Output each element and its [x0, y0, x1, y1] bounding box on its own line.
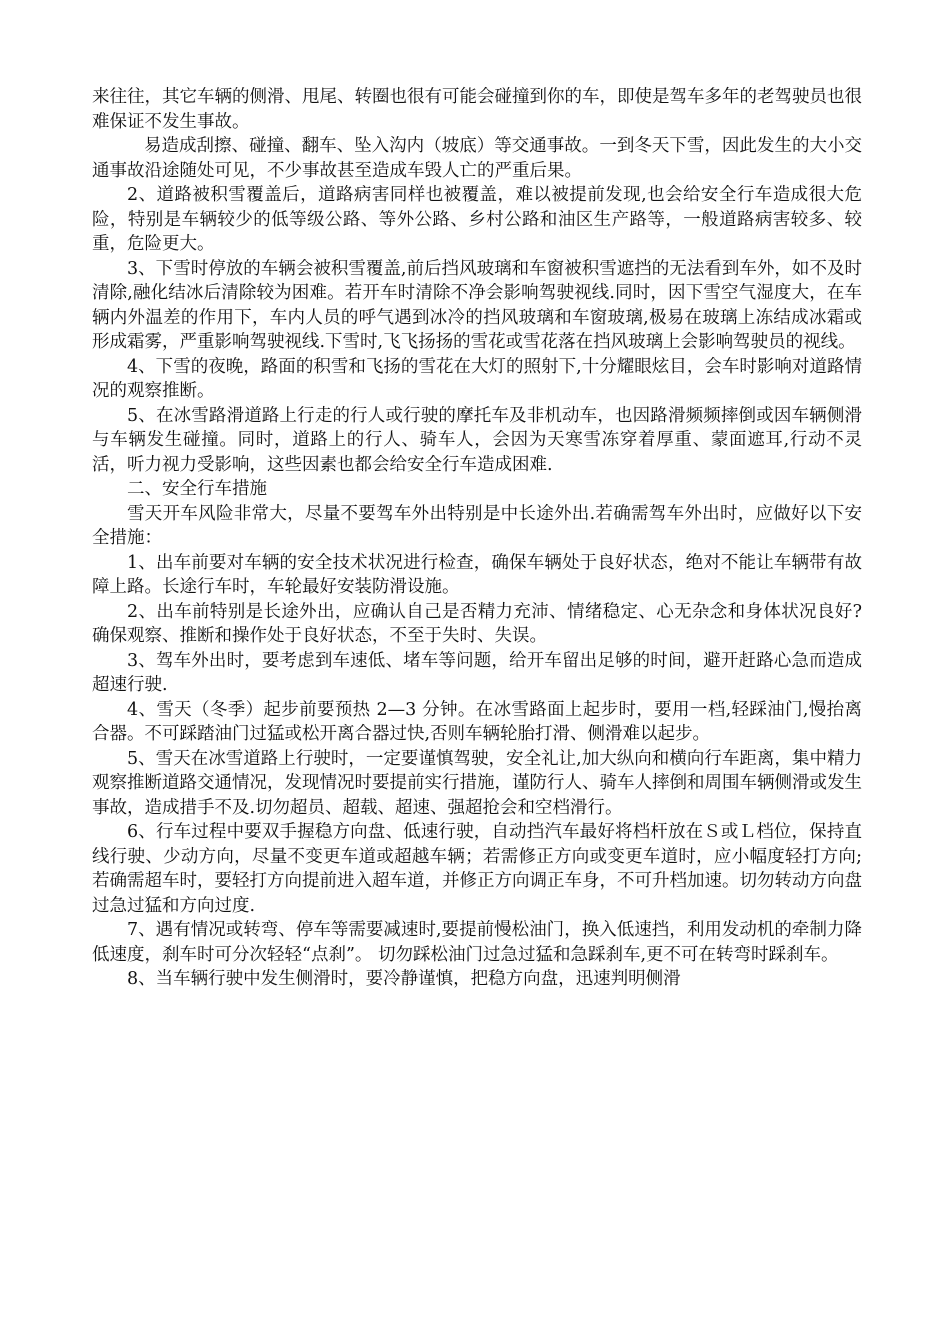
paragraph-item-2: 2、道路被积雪覆盖后，道路病害同样也被覆盖，难以被提前发现,也会给安全行车造成很大危险，特别是车辆较少的低等级公路、等外公路、乡村公路和油区生产路等，一般道路病害较多、较重，危险更大。 [92, 185, 862, 254]
paragraph-measure-2: 2、出车前特别是长途外出，应确认自己是否精力充沛、情绪稳定、心无杂念和身体状况良好?确保观察、推断和操作处于良好状态，不至于失时、失误。 [92, 601, 862, 646]
paragraph-measure-1: 1、出车前要对车辆的安全技术状况进行检查，确保车辆处于良好状态，绝对不能让车辆带有故障上路。长途行车时，车轮最好安装防滑设施。 [92, 552, 862, 597]
paragraph-accident-types: 易造成刮擦、碰撞、翻车、坠入沟内（坡底）等交通事故。一到冬天下雪，因此发生的大小交通事故沿途随处可见，不少事故甚至造成车毁人亡的严重后果。 [92, 136, 862, 181]
paragraph-measure-4: 4、雪天（冬季）起步前要预热 2—3 分钟。在冰雪路面上起步时，要用一档,轻踩油门,慢抬离合器。不可踩踏油门过猛或松开离合器过快,否则车辆轮胎打滑、侧滑难以起步。 [92, 699, 862, 744]
paragraph-measure-6: 6、行车过程中要双手握稳方向盘、低速行驶，自动挡汽车最好将档杆放在Ｓ或Ｌ档位，保持直线行驶、少动方向，尽量不变更车道或超越车辆；若需修正方向或变更车道时，应小幅度轻打方向;若确需超车时，要轻打方向提前进入超车道，并修正方向调正车身，不可升档加速。切勿转动方向盘过急过猛和方向过度. [92, 822, 862, 916]
section-heading-safety-measures: 二、安全行车措施 [127, 479, 267, 499]
paragraph-item-5: 5、在冰雪路滑道路上行走的行人或行驶的摩托车及非机动车，也因路滑频频摔倒或因车辆侧滑与车辆发生碰撞。同时，道路上的行人、骑车人，会因为天寒雪冻穿着厚重、蒙面遮耳,行动不灵活，听力视力受影响，这些因素也都会给安全行车造成困难. [92, 405, 862, 475]
paragraph-measure-8: 8、当车辆行驶中发生侧滑时，要冷静谨慎，把稳方向盘，迅速判明侧滑 [127, 969, 681, 989]
paragraph-item-3: 3、下雪时停放的车辆会被积雪覆盖,前后挡风玻璃和车窗被积雪遮挡的无法看到车外，如不及时清除,融化结冰后清除较为困难。若开车时清除不净会影响驾驶视线.同时，因下雪空气湿度大，在车辆内外温差的作用下，车内人员的呼气遇到冰冷的挡风玻璃和车窗玻璃,极易在玻璃上冻结成冰霜或形成霜雾，严重影响驾驶视线.下雪时,飞飞扬扬的雪花或雪花落在挡风玻璃上会影响驾驶员的视线。 [92, 258, 862, 352]
document-page [92, 85, 862, 992]
paragraph-measures-intro: 雪天开车风险非常大，尽量不要驾车外出特别是中长途外出.若确需驾车外出时，应做好以下安全措施： [92, 503, 862, 548]
paragraph-measure-5: 5、雪天在冰雪道路上行驶时，一定要谨慎驾驶，安全礼让,加大纵向和横向行车距离，集中精力观察推断道路交通情况，发现情况时要提前实行措施，谨防行人、骑车人摔倒和周围车辆侧滑或发生事故，造成措手不及.切勿超员、超载、超速、强超抢会和空档滑行。 [92, 748, 862, 818]
paragraph-item-4: 4、下雪的夜晚，路面的积雪和飞扬的雪花在大灯的照射下,十分耀眼炫目，会车时影响对道路情况的观察推断。 [92, 356, 862, 401]
paragraph-measure-7: 7、遇有情况或转弯、停车等需要减速时,要提前慢松油门，换入低速挡，利用发动机的牵制力降低速度，刹车时可分次轻轻“点刹”。 切勿踩松油门过急过猛和急踩刹车,更不可在转弯时踩刹车。 [92, 920, 862, 965]
paragraph-continuation: 来往往，其它车辆的侧滑、甩尾、转圈也很有可能会碰撞到你的车，即使是驾车多年的老驾驶员也很难保证不发生事故。 [92, 87, 862, 132]
paragraph-measure-3: 3、驾车外出时，要考虑到车速低、堵车等问题，给开车留出足够的时间，避开赶路心急而造成超速行驶. [92, 650, 862, 695]
